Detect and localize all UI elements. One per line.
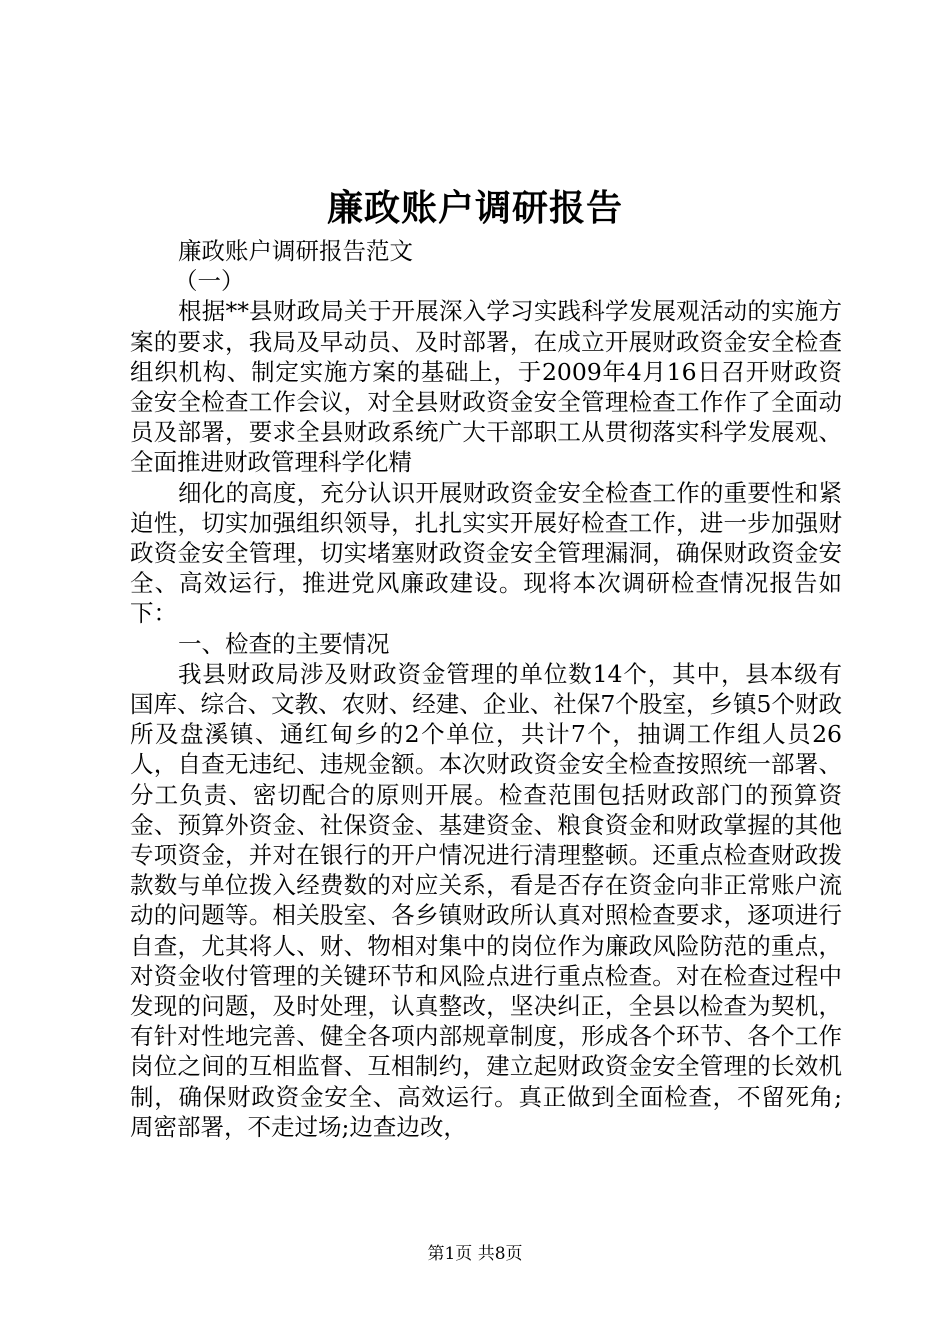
document-body [130, 236, 842, 1142]
document-title: 廉政账户调研报告 [326, 187, 623, 229]
page-footer: 第1页 共8页 [427, 1244, 523, 1264]
section-number: （一） [174, 267, 245, 296]
paragraph-2: 细化的高度，充分认识开展财政资金安全检查工作的重要性和紧迫性，切实加强组织领导，扎扎实实开展好检查工作，进一步加强财政资金安全管理，切实堵塞财政资金安全管理漏洞，确保财政资金安全、高效运行，推进党风廉政建设。现将本次调研检查情况报告如下： [130, 478, 842, 628]
document-subtitle: 廉政账户调研报告范文 [178, 237, 413, 265]
section-heading: 一、检查的主要情况 [178, 629, 390, 658]
paragraph-1: 根据**县财政局关于开展深入学习实践科学发展观活动的实施方案的要求，我局及早动员、及时部署，在成立开展财政资金安全检查组织机构、制定实施方案的基础上，于2009年4月16日召开财政资金安全检查工作会议，对全县财政资金安全管理检查工作作了全面动员及部署，要求全县财政系统广大干部职工从贯彻落实科学发展观、全面推进财政管理科学化精 [130, 297, 842, 477]
paragraph-3: 我县财政局涉及财政资金管理的单位数14个，其中，县本级有国库、综合、文教、农财、经建、企业、社保7个股室，乡镇5个财政所及盘溪镇、通红甸乡的2个单位，共计7个，抽调工作组人员26人，自查无违纪、违规金额。本次财政资金安全检查按照统一部署、分工负责、密切配合的原则开展。检查范围包括财政部门的预算资金、预算外资金、社保资金、基建资金、粮食资金和财政掌握的其他专项资金，并对在银行的开户情况进行清理整顿。还重点检查财政拨款数与单位拨入经费数的对应关系，看是否存在资金向非正常账户流动的问题等。相关股室、各乡镇财政所认真对照检查要求，逐项进行自查，尤其将人、财、物相对集中的岗位作为廉政风险防范的重点，对资金收付管理的关键环节和风险点进行重点检查。对在检查过程中发现的问题，及时处理，认真整改，坚决纠正，全县以检查为契机，有针对性地完善、健全各项内部规章制度，形成各个环节、各个工作岗位之间的互相监督、互相制约，建立起财政资金安全管理的长效机制，确保财政资金安全、高效运行。真正做到全面检查，不留死角;周密部署，不走过场;边查边改， [130, 659, 842, 1141]
